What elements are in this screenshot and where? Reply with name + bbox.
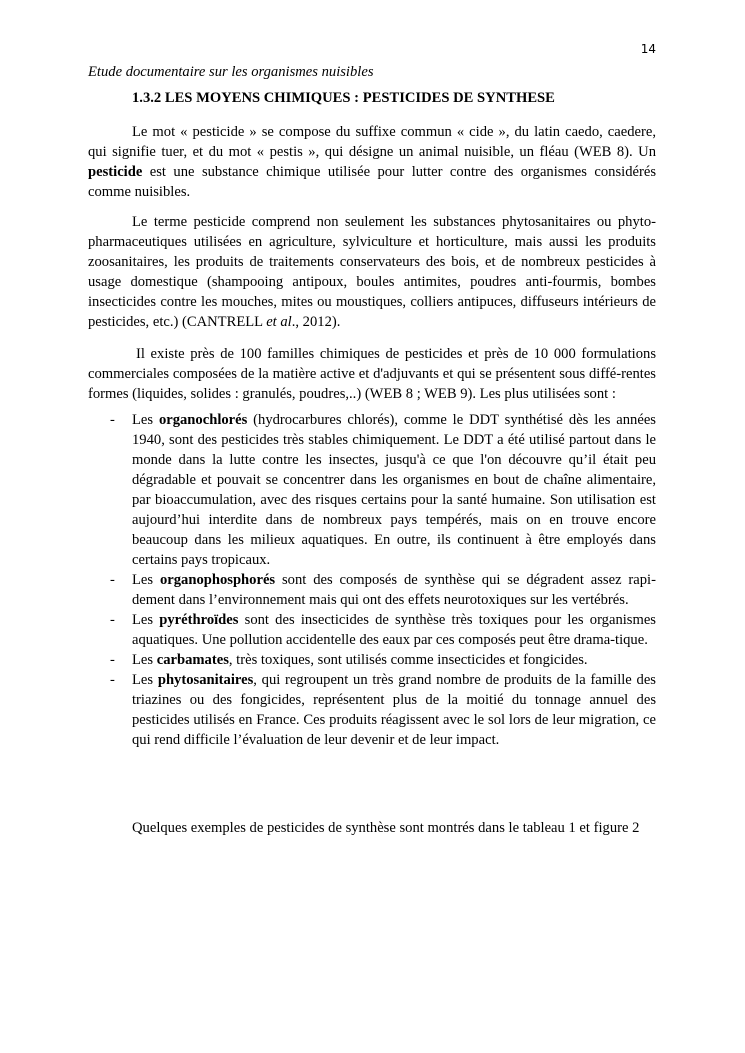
item-term: pyréthroïdes bbox=[159, 612, 239, 628]
item-text: Les bbox=[132, 612, 160, 628]
item-text: Les bbox=[132, 572, 160, 588]
item-term: phytosanitaires bbox=[157, 672, 254, 688]
list-item-organochlores bbox=[88, 410, 656, 570]
page-number: 14 bbox=[640, 42, 656, 56]
list-item-phytosanitaires bbox=[88, 670, 656, 750]
bullet-marker: - bbox=[110, 412, 115, 428]
list-item-organophosphores bbox=[88, 570, 656, 610]
item-text: , très toxiques, sont utilisés comme insecticides et fongicides. bbox=[228, 652, 588, 668]
item-text: Les bbox=[132, 652, 157, 668]
section-heading: 1.3.2 LES MOYENS CHIMIQUES : PESTICIDES DE SYNTHESE bbox=[132, 90, 555, 106]
bullet-marker: - bbox=[110, 672, 115, 688]
paragraph-text: est une substance chimique utilisée pour lutter contre des organismes considérés comme nuisibles. bbox=[88, 164, 656, 200]
paragraph-definition bbox=[88, 122, 656, 202]
pesticide-family-list bbox=[88, 410, 656, 750]
item-term: organophosphorés bbox=[159, 572, 276, 588]
item-text: (hydrocarbures chlorés), comme le DDT synthétisé dès les années 1940, sont des pesticides très stables chimiquement. Le DDT a été utilisé partout dans le monde dans la lutte contre les insectes, jusqu'à ce que l'on découvre qu’il était peu dégradable et pouvait se concentrer dans les organismes en bout de chaîne alimentaire, par bioaccumulation, avec des risques certains pour la santé humaine. Son utilisation est aujourd’hui interdite dans de nombreux pays tempérés, mais on en trouve encore beaucoup dans les milieux aquatiques. En outre, ils continuent à être employés dans certains pays tropicaux. bbox=[132, 412, 656, 568]
item-text: sont des insecticides de synthèse très toxiques pour les organismes aquatiques. Une pollution accidentelle des eaux par ces composés peut être drama-tique. bbox=[132, 612, 656, 648]
list-item-pyrethroides bbox=[88, 610, 656, 650]
paragraph-text: ., 2012). bbox=[291, 314, 341, 330]
bullet-marker: - bbox=[110, 572, 115, 588]
item-text: Les bbox=[132, 672, 158, 688]
bullet-marker: - bbox=[110, 612, 115, 628]
item-text: Les bbox=[132, 412, 159, 428]
citation-et-al: et al bbox=[266, 314, 292, 330]
body-text bbox=[88, 122, 656, 750]
item-term: organochlorés bbox=[158, 412, 248, 428]
item-term: carbamates bbox=[156, 652, 229, 668]
bullet-marker: - bbox=[110, 652, 115, 668]
list-item-carbamates bbox=[88, 650, 656, 670]
term-pesticide: pesticide bbox=[88, 164, 143, 180]
paragraph-scope bbox=[88, 212, 656, 332]
closing-sentence: Quelques exemples de pesticides de synthèse sont montrés dans le tableau 1 et figure 2 bbox=[132, 820, 640, 836]
paragraph-text: Le terme pesticide comprend non seulement les substances phytosanitaires ou phyto-pharmaceutiques utilisées en agriculture, sylviculture et horticulture, mais aussi les produits zoosanitaires, les produits de traitements conservateurs des bois, et de nombreux pesticides à usage domestique (shampooing antipoux, boules antimites, poudres anti-fourmis, bombes insecticides contre les mouches, mites ou moustiques, colliers antipuces, diffuseurs intérieurs de pesticides, etc.) (CANTRELL bbox=[88, 214, 656, 330]
item-text: sont des composés de synthèse qui se dégradent assez rapi-dement dans l’environnement mais qui ont des effets neurotoxiques sur les vertébrés. bbox=[132, 572, 656, 608]
item-text: , qui regroupent un très grand nombre de produits de la famille des triazines ou des fongicides, représentent plus de la moitié du tonnage annuel des pesticides utilisés en France. Ces produits réagissent avec le sol lors de leur migration, ce qui rend difficile l’évaluation de leur devenir et de leur impact. bbox=[132, 672, 656, 748]
paragraph-families: Il existe près de 100 familles chimiques de pesticides et près de 10 000 formulations commerciales composées de la matière active et d'adjuvants et qui se présentent sous diffé-rentes formes (liquides, solides : granulés, poudres,..) (WEB 8 ; WEB 9). Les plus utilisées sont : bbox=[88, 346, 656, 402]
running-header: Etude documentaire sur les organismes nuisibles bbox=[88, 64, 374, 80]
paragraph-text: Le mot « pesticide » se compose du suffixe commun « cide », du latin caedo, caedere, qui signifie tuer, et du mot « pestis », qui désigne un animal nuisible, un fléau (WEB 8). Un bbox=[88, 124, 656, 160]
